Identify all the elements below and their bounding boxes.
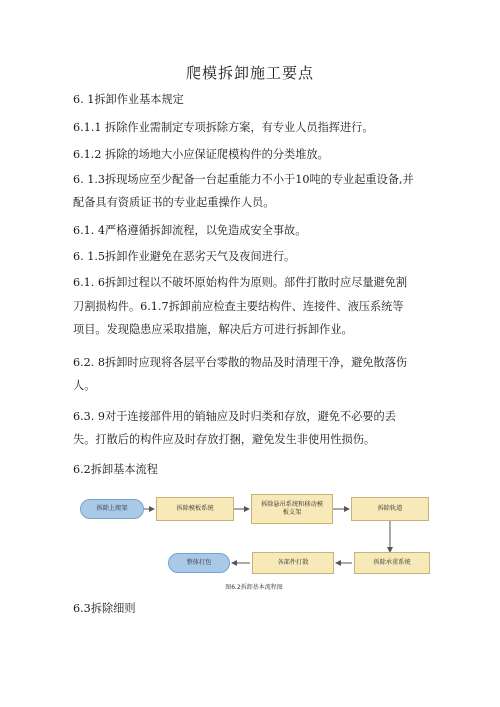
clause-6-1-3: 6. 1.3拆现场应至少配备一台起重能力不小于10吨的专业起重设备,并: [73, 173, 414, 186]
figure-caption: 图6.2拆卸基本流程图: [225, 584, 283, 591]
clause-6-1-6: 6.1. 6拆卸过程以不破坏原始构件为原则。部件打散时应尽量避免割: [73, 276, 408, 289]
flow-node-remove-rails: 拆除轨道: [351, 497, 429, 521]
section-heading-6-3: 6.3拆除细则: [73, 602, 136, 615]
clause-6-2-8-cont: 人。: [73, 379, 96, 392]
flow-node-remove-suspension: 拆除悬吊系统和移动模板支架: [251, 494, 333, 524]
section-heading-6-1: 6. 1拆卸作业基本规定: [73, 93, 184, 106]
clause-6-3-9: 6.3. 9对于连接部件用的销轴应及时归类和存放，避免不必要的丢: [73, 410, 396, 423]
disassembly-flowchart: [74, 492, 434, 592]
clause-6-1-4: 6.1. 4严格遵循拆卸流程，以免造成安全事故。: [73, 224, 307, 237]
clause-6-1-3-cont: 配备具有资质证书的专业起重操作人员。: [73, 196, 275, 209]
flow-node-remove-upper-frame: 拆除上爬架: [80, 499, 144, 519]
clause-6-1-5: 6. 1.5拆卸作业避免在恶劣天气及夜间进行。: [73, 250, 296, 263]
flow-node-remove-formwork: 拆除模板系统: [156, 497, 234, 521]
clause-6-1-1: 6.1.1 拆除作业需制定专项拆除方案，有专业人员指挥进行。: [73, 121, 374, 134]
clause-6-1-6-cont: 刀割损构件。6.1.7拆卸前应检查主要结构件、连接件、液压系统等: [73, 300, 404, 313]
page-title: 爬模拆卸施工要点: [185, 64, 314, 82]
flow-node-remove-bearing: 拆除承重系统: [354, 552, 430, 574]
clause-6-1-7-cont: 项目。发现隐患应采取措施，解决后方可进行拆卸作业。: [73, 323, 353, 336]
flow-node-break-up-parts: 各部件打散: [252, 552, 334, 574]
flow-node-pack-all: 整体打包: [168, 553, 230, 573]
clause-6-1-2: 6.1.2 拆除的场地大小应保证爬模构件的分类堆放。: [73, 148, 329, 161]
clause-6-3-9-cont: 失。打散后的构件应及时存放打捆，避免发生非使用性损伤。: [73, 433, 376, 446]
clause-6-2-8: 6.2. 8拆卸时应现将各层平台零散的物品及时清理干净，避免散落伤: [73, 356, 408, 369]
section-heading-6-2: 6.2拆卸基本流程: [73, 463, 158, 476]
